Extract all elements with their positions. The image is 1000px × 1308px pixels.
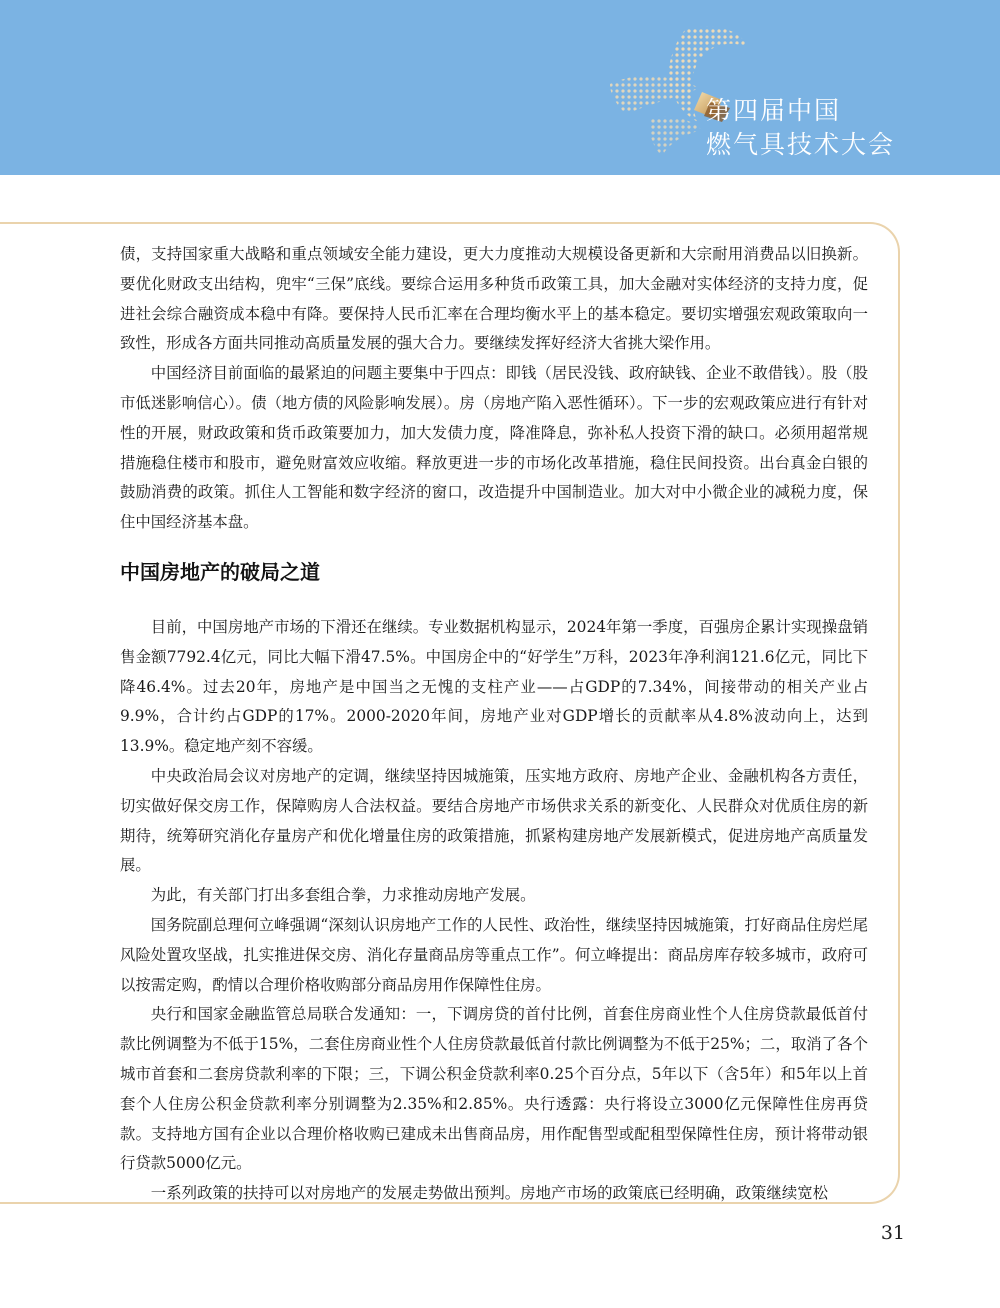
article-body — [120, 240, 868, 1209]
paragraph: 中央政治局会议对房地产的定调，继续坚持因城施策，压实地方政府、房地产企业、金融机构各方责任，切实做好保交房工作，保障购房人合法权益。要结合房地产市场供求关系的新变化、人民群众对优质住房的新期待，统筹研究消化存量房产和优化增量住房的政策措施，抓紧构建房地产发展新模式，促进房地产高质量发展。 — [120, 766, 868, 875]
conference-title — [706, 94, 895, 162]
paragraph: 目前，中国房地产市场的下滑还在继续。专业数据机构显示，2024年第一季度，百强房企累计实现操盘销售金额7792.4亿元，同比大幅下滑47.5%。中国房企中的“好学生”万科，2023年净利润121.6亿元，同比下降46.4%。过去20年，房地产是中国当之无愧的支柱产业——占GDP的7.34%，间接带动的相关产业占9.9%，合计约占GDP的17%。2000-2020年间，房地产业对GDP增长的贡献率从4.8%波动向上，达到13.9%。稳定地产刻不容缓。 — [120, 617, 868, 756]
page-number: 31 — [880, 1222, 905, 1244]
paragraph: 为此，有关部门打出多套组合拳，力求推动房地产发展。 — [150, 886, 536, 905]
paragraph: 央行和国家金融监管总局联合发通知：一，下调房贷的首付比例，首套住房商业性个人住房贷款最低首付款比例调整为不低于15%，二套住房商业性个人住房贷款最低首付款比例调整为不低于25%；二，取消了各个城市首套和二套房贷款利率的下限；三，下调公积金贷款利率0.25个百分点，5年以下（含5年）和5年以上首套个人住房公积金贷款利率分别调整为2.35%和2.85%。央行透露：央行将设立3000亿元保障性住房再贷款。支持地方国有企业以合理价格收购已建成未出售商品房，用作配售型或配租型保障性住房，预计将带动银行贷款5000亿元。 — [120, 1005, 868, 1173]
paragraph: 债，支持国家重大战略和重点领域安全能力建设，更大力度推动大规模设备更新和大宗耐用消费品以旧换新。要优化财政支出结构，兜牢“三保”底线。要综合运用多种货币政策工具，加大金融对实体经济的支持力度，促进社会综合融资成本稳中有降。要保持人民币汇率在合理均衡水平上的基本稳定。要切实增强宏观政策取向一致性，形成各方面共同推动高质量发展的强大合力。要继续发挥好经济大省挑大梁作用。 — [120, 245, 868, 353]
paragraph: 国务院副总理何立峰强调“深刻认识房地产工作的人民性、政治性，继续坚持因城施策，打好商品住房烂尾风险处置攻坚战，扎实推进保交房、消化存量商品房等重点工作”。何立峰提出：商品房库存较多城市，政府可以按需定购，酌情以合理价格收购部分商品房用作保障性住房。 — [120, 915, 868, 994]
conference-title-line2: 燃气具技术大会 — [705, 130, 895, 159]
page-header — [0, 0, 1000, 175]
conference-title-line1: 第四届中国 — [705, 96, 841, 125]
paragraph: 中国经济目前面临的最紧迫的问题主要集中于四点：即钱（居民没钱、政府缺钱、企业不敢借钱）。股（股市低迷影响信心）。债（地方债的风险影响发展）。房（房地产陷入恶性循环）。下一步的宏观政策应进行有针对性的开展，财政政策和货币政策要加力，加大发债力度，降准降息，弥补私人投资下滑的缺口。必须用超常规措施稳住楼市和股市，避免财富效应收缩。释放更进一步的市场化改革措施，稳住民间投资。出台真金白银的鼓励消费的政策。抓住人工智能和数字经济的窗口，改造提升中国制造业。加大对中小微企业的减税力度，保住中国经济基本盘。 — [120, 364, 868, 532]
section-title: 中国房地产的破局之道 — [120, 559, 320, 584]
paragraph: 一系列政策的扶持可以对房地产的发展走势做出预判。房地产市场的政策底已经明确，政策继续宽松 — [150, 1184, 828, 1203]
